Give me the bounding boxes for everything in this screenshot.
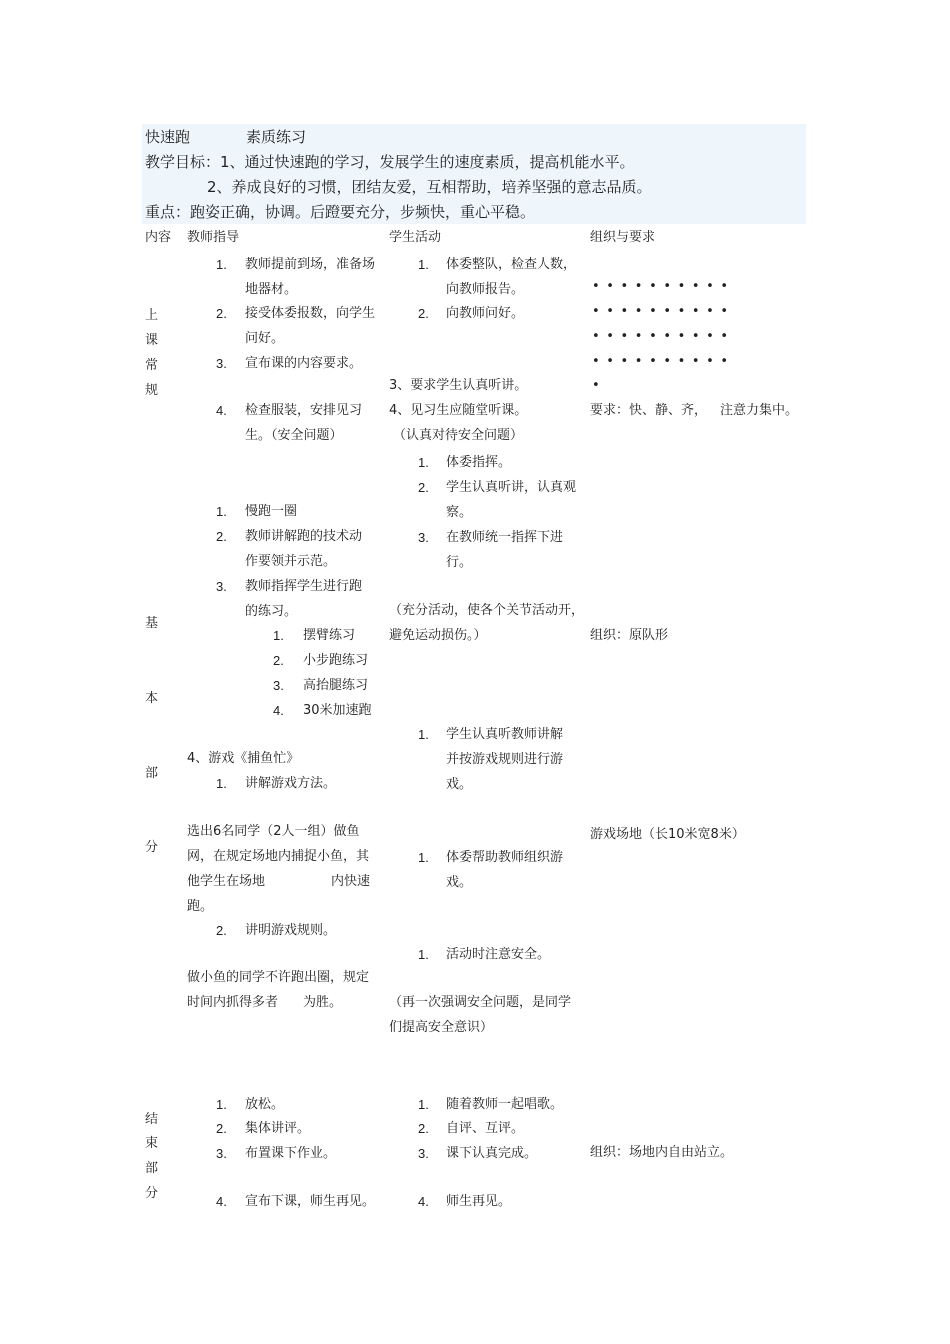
section-label-routine: 上 [145,308,159,323]
list-item: 宣布下课，师生再见。 [245,1194,376,1209]
list-number: 2. [418,306,429,321]
lesson-subtitle: 素质练习 [246,128,307,146]
col-header-teacher: 教师指导 [187,230,240,245]
list-item: 的练习。 [245,604,298,619]
col-header-content: 内容 [145,230,172,245]
list-item: 戏。 [446,875,473,890]
list-number: 1. [216,504,227,519]
list-item: 行。 [446,555,473,570]
student-game-note: 们提高安全意识） [389,1020,494,1035]
drill-item: 30米加速跑 [303,703,372,718]
list-item: 并按游戏规则进行游 [446,752,564,767]
list-item: 自评、互评。 [446,1121,525,1136]
list-number: 4. [216,1194,227,1209]
list-item: 教师指挥学生进行跑 [245,579,363,594]
list-number: 1. [216,1097,227,1112]
list-item: 体委指挥。 [446,455,512,470]
list-number: 1. [418,947,429,962]
list-item: 慢跑一圈 [245,504,298,519]
game-rule: 做小鱼的同学不许跑出圈，规定 [187,970,370,985]
list-item: 活动时注意安全。 [446,947,551,962]
section-label-ending: 部 [145,1161,159,1176]
game-method: 跑。 [187,899,214,914]
list-item: 师生再见。 [446,1194,512,1209]
student-note: 避免运动损伤。） [389,628,487,643]
list-item: （认真对待安全问题） [393,428,524,443]
list-item: 学生认真听教师讲解 [446,727,564,742]
section-label-ending: 分 [145,1186,159,1201]
game-method: 选出6名同学（2人一组）做鱼 [187,824,360,839]
list-item: 宣布课的内容要求。 [245,356,363,371]
list-number: 2. [418,1121,429,1136]
drill-item: 摆臂练习 [303,628,356,643]
list-item: 讲解游戏方法。 [245,776,337,791]
list-item: 体委帮助教师组织游 [446,850,564,865]
list-number: 1. [418,257,429,272]
list-item: 在教师统一指挥下进 [446,530,564,545]
key-points: 重点：跑姿正确，协调。后蹬要充分，步频快，重心平稳。 [145,203,536,221]
list-number: 2. [216,529,227,544]
list-number: 4. [418,1194,429,1209]
list-number: 3. [216,579,227,594]
list-item: 课下认真完成。 [446,1146,538,1161]
drill-item: 小步跑练习 [303,653,369,668]
list-item: 随着教师一起唱歌。 [446,1097,564,1112]
list-number: 2. [216,306,227,321]
col-header-organization: 组织与要求 [590,230,656,245]
section-label-basic: 分 [145,840,159,855]
list-number: 3. [216,1146,227,1161]
list-item: 接受体委报数，向学生 [245,306,376,321]
list-item: 放松。 [245,1097,285,1112]
list-item: 教师提前到场，准备场 [245,257,376,272]
game-rule: 时间内抓得多者 [187,995,279,1010]
list-number: 2. [216,923,227,938]
section-label-routine: 规 [145,383,159,398]
routine-requirement: 要求：快、静、齐， [590,403,708,418]
col-header-student: 学生活动 [389,230,442,245]
list-number: 3. [216,356,227,371]
section-label-ending: 结 [145,1112,159,1127]
objective-1: 教学目标：1、通过快速跑的学习，发展学生的速度素质，提高机能水平。 [145,153,635,171]
basic-organization: 组织：原队形 [590,628,669,643]
list-item: 讲明游戏规则。 [245,923,337,938]
formation-dots: •••••••••• [592,304,735,319]
routine-requirement: 注意力集中。 [720,403,799,418]
list-number: 1. [273,628,284,643]
section-label-routine: 常 [145,358,159,373]
list-number: 1. [216,257,227,272]
game-method: 内快速 [331,874,371,889]
drill-item: 高抬腿练习 [303,678,369,693]
section-label-basic: 部 [145,766,159,781]
list-number: 3. [418,530,429,545]
lesson-title: 快速跑 [145,128,191,146]
list-item: 学生认真听讲，认真观 [446,480,577,495]
game-rule: 为胜。 [303,995,343,1010]
list-item: 问好。 [245,331,285,346]
list-item: 察。 [446,505,473,520]
list-number: 3. [418,1146,429,1161]
list-item: 向教师报告。 [446,282,525,297]
list-item: 4、见习生应随堂听课。 [389,403,528,418]
game-method: 网，在规定场地内捕捉小鱼，其 [187,849,370,864]
game-method: 他学生在场地 [187,874,266,889]
formation-dots: •••••••••• [592,329,735,344]
student-game-note: （再一次强调安全问题，是同学 [389,995,572,1010]
list-item: 体委整队，检查人数， [446,257,577,272]
list-number: 3. [273,678,284,693]
list-number: 1. [418,727,429,742]
formation-dots: • [592,378,607,393]
list-number: 2. [418,480,429,495]
list-number: 1. [216,776,227,791]
list-item: 检查服装，安排见习 [245,403,363,418]
formation-dots: •••••••••• [592,354,735,369]
list-item: 戏。 [446,777,473,792]
formation-dots: •••••••••• [592,279,735,294]
section-label-basic: 基 [145,616,159,631]
student-note: （充分活动，使各个关节活动开， [389,603,585,618]
list-number: 2. [216,1121,227,1136]
game-field: 游戏场地（长10米宽8米） [590,827,745,842]
list-number: 2. [273,653,284,668]
list-item: 作要领并示范。 [245,554,337,569]
list-number: 1. [418,455,429,470]
list-item: 3、要求学生认真听讲。 [389,378,528,393]
list-item: 地器材。 [245,282,298,297]
list-number: 4. [273,703,284,718]
list-item: 教师讲解跑的技术动 [245,529,363,544]
game-title: 4、游戏《捕鱼忙》 [187,751,300,766]
list-number: 1. [418,1097,429,1112]
section-label-routine: 课 [145,333,159,348]
list-item: 集体讲评。 [245,1121,311,1136]
list-number: 1. [418,850,429,865]
list-item: 向教师问好。 [446,306,525,321]
list-item: 生。（安全问题） [245,428,343,443]
objective-2: 2、养成良好的习惯，团结友爱，互相帮助，培养坚强的意志品质。 [207,178,652,196]
section-label-ending: 束 [145,1136,159,1151]
ending-organization: 组织：场地内自由站立。 [590,1145,734,1160]
list-item: 布置课下作业。 [245,1146,337,1161]
list-number: 4. [216,403,227,418]
section-label-basic: 本 [145,691,159,706]
